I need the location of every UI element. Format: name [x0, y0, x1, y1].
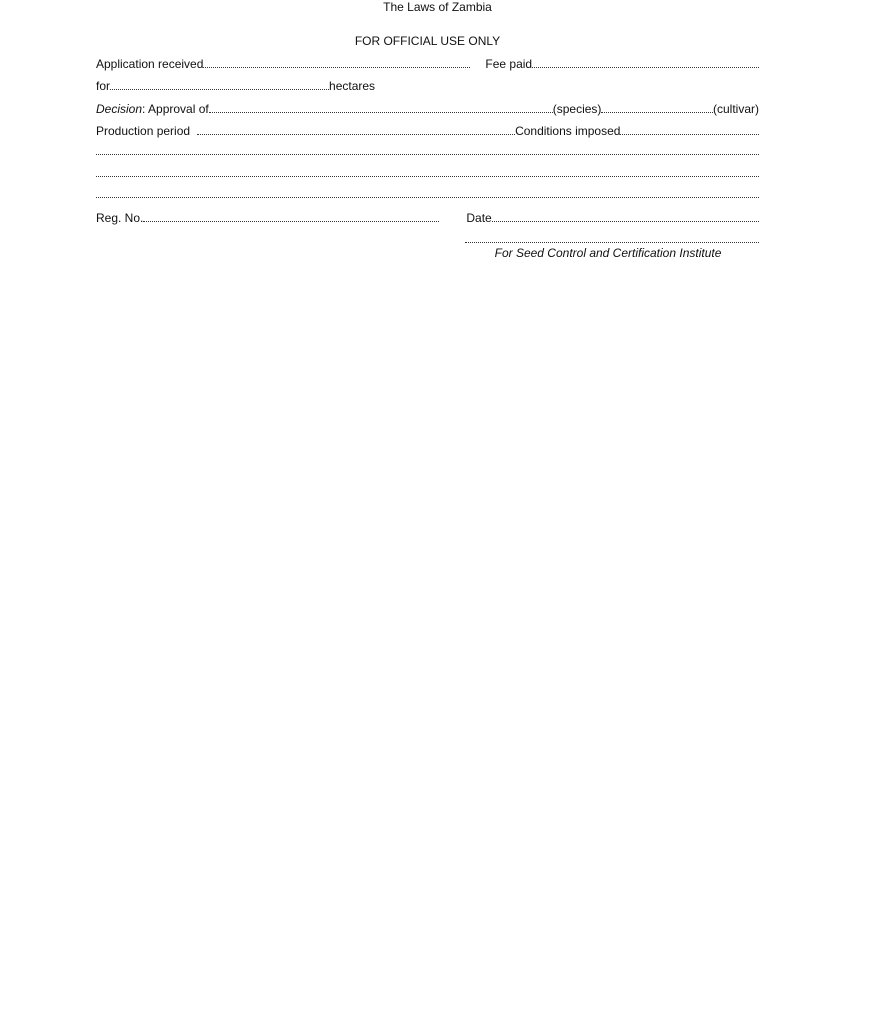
- official-use-heading: FOR OFFICIAL USE ONLY: [354, 34, 501, 48]
- reg-no-field[interactable]: [143, 221, 439, 222]
- conditions-line-3[interactable]: [96, 197, 759, 198]
- application-received-field[interactable]: [203, 67, 470, 68]
- application-received-label: Application received: [96, 57, 204, 71]
- document-title: The Laws of Zambia: [383, 0, 492, 14]
- conditions-line-2[interactable]: [96, 176, 759, 177]
- conditions-imposed-field[interactable]: [620, 134, 759, 135]
- application-row: [96, 55, 759, 71]
- hectares-label: hectares: [329, 79, 376, 93]
- signatory-label: For Seed Control and Certification Institute: [494, 246, 722, 260]
- cultivar-field[interactable]: [601, 112, 713, 113]
- date-label: Date: [466, 211, 492, 225]
- species-label: (species): [552, 102, 602, 116]
- species-field[interactable]: [209, 112, 553, 113]
- production-period-label: Production period: [96, 124, 191, 138]
- production-row: [96, 122, 759, 138]
- conditions-imposed-label: Conditions imposed: [515, 124, 621, 138]
- fee-paid-field[interactable]: [532, 67, 759, 68]
- reg-no-label: Reg. No.: [96, 211, 144, 225]
- fee-paid-label: Fee paid: [485, 57, 533, 71]
- approval-of-label: : Approval of: [142, 102, 209, 116]
- cultivar-label: (cultivar): [712, 102, 759, 116]
- signature-caption: [465, 246, 751, 260]
- decision-row: [96, 100, 759, 116]
- date-field[interactable]: [492, 221, 759, 222]
- for-label: for: [96, 79, 111, 93]
- decision-label: Decision: [96, 102, 143, 116]
- area-field[interactable]: [110, 89, 329, 90]
- page-header: [0, 0, 875, 14]
- section-title: [0, 34, 855, 48]
- conditions-line-1[interactable]: [96, 154, 759, 155]
- area-row: [96, 77, 759, 93]
- signature-line[interactable]: [465, 242, 759, 243]
- registration-row: [96, 209, 759, 225]
- production-period-field[interactable]: [197, 134, 515, 135]
